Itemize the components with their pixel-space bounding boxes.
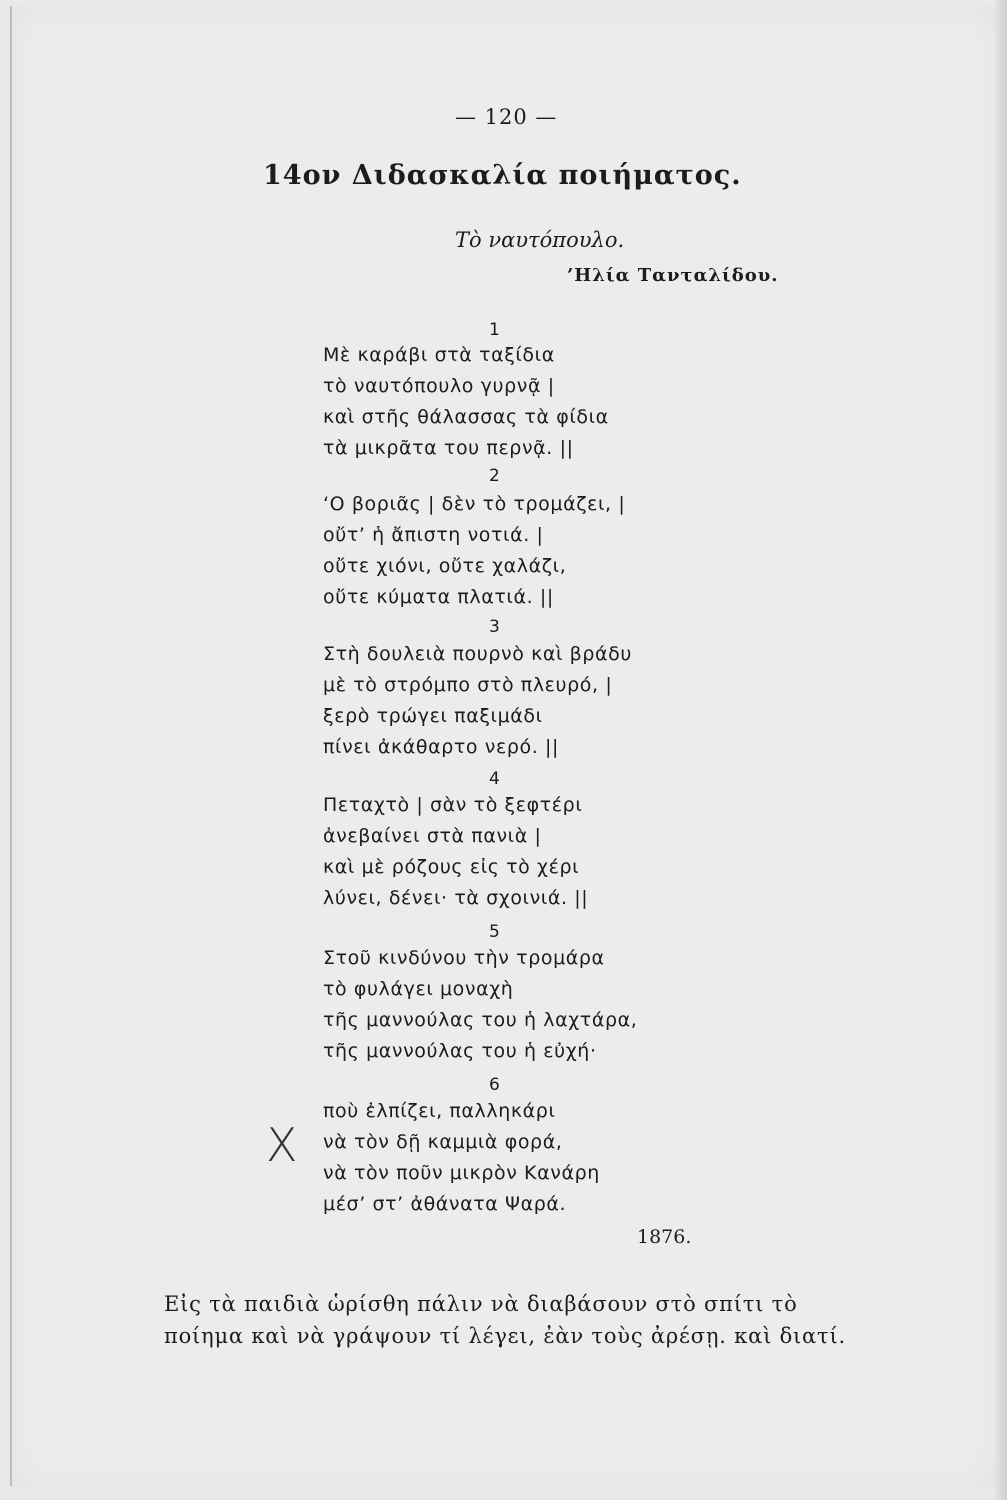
stanza-number: 3 (489, 617, 500, 637)
poem-line: τὸ φυλάγει μοναχὴ (323, 978, 514, 1000)
poem-line: μὲ τὸ στρόμπο στὸ πλευρό, | (323, 674, 613, 696)
handwritten-x-mark: X (266, 1118, 298, 1172)
poem-line: Στὴ δουλειὰ πουρνὸ καὶ βράδυ (323, 643, 632, 665)
poem-line: καὶ στῆς θάλασσας τὰ φίδια (323, 406, 609, 428)
poem-line: καὶ μὲ ρόζους εἰς τὸ χέρι (323, 856, 580, 878)
instruction-line-2: ποίημα καὶ νὰ γράψουν τί λέγει, ἐὰν τοὺς ἀρέσῃ. καὶ διατί. (164, 1324, 846, 1348)
poem-line: νὰ τὸν ποῦν μικρὸν Κανάρη (323, 1162, 600, 1184)
poem-title: Τὸ ναυτόπουλο. (455, 228, 625, 252)
poem-line: μέσ’ στ’ ἀθάνατα Ψαρά. (323, 1193, 567, 1215)
poem-line: οὔτ’ ἡ ἄπιστη νοτιά. | (323, 524, 544, 546)
stanza-number: 4 (489, 769, 500, 789)
page-number: — 120 — (455, 105, 558, 129)
stanza-number: 6 (489, 1075, 500, 1095)
instruction-line-1: Εἰς τὰ παιδιὰ ὡρίσθη πάλιν νὰ διαβάσουν στὸ σπίτι τὸ (164, 1292, 798, 1316)
poem-line: ‘Ο βοριᾶς | δὲν τὸ τρομάζει, | (323, 493, 626, 515)
poem-line: ἀνεβαίνει στὰ πανιὰ | (323, 825, 542, 847)
poem-author: ’Ηλία Τανταλίδου. (567, 265, 779, 286)
poem-line: οὔτε χιόνι, οὔτε χαλάζι, (323, 555, 567, 577)
lesson-heading: 14ον Διδασκαλία ποιήματος. (263, 160, 742, 191)
poem-line: πίνει ἀκάθαρτο νερό. || (323, 736, 560, 758)
page-edge (995, 0, 1007, 1500)
poem-line: οὔτε κύματα πλατιά. || (323, 586, 554, 608)
poem-line: τὸ ναυτόπουλο γυρνᾷ | (323, 375, 555, 397)
poem-line: Μὲ καράβι στὰ ταξίδια (323, 344, 555, 366)
stanza-number: 1 (489, 320, 500, 340)
poem-line: νὰ τὸν δῇ καμμιὰ φορά, (323, 1131, 563, 1153)
poem-line: Στοῦ κινδύνου τὴν τρομάρα (323, 947, 605, 969)
poem-line: τῆς μαννούλας του ἡ εὐχή· (323, 1040, 597, 1062)
poem-year: 1876. (637, 1226, 692, 1248)
poem-line: ξερὸ τρώγει παξιμάδι (323, 705, 543, 727)
stanza-number: 5 (489, 922, 500, 942)
stanza-number: 2 (489, 466, 500, 486)
poem-line: λύνει, δένει· τὰ σχοινιά. || (323, 887, 589, 909)
poem-line: Πεταχτὸ | σὰν τὸ ξεφτέρι (323, 794, 583, 816)
poem-line: τῆς μαννούλας του ἡ λαχτάρα, (323, 1009, 638, 1031)
poem-line: ποὺ ἐλπίζει, παλληκάρι (323, 1100, 556, 1122)
poem-line: τὰ μικρᾶτα του περνᾷ. || (323, 437, 574, 459)
